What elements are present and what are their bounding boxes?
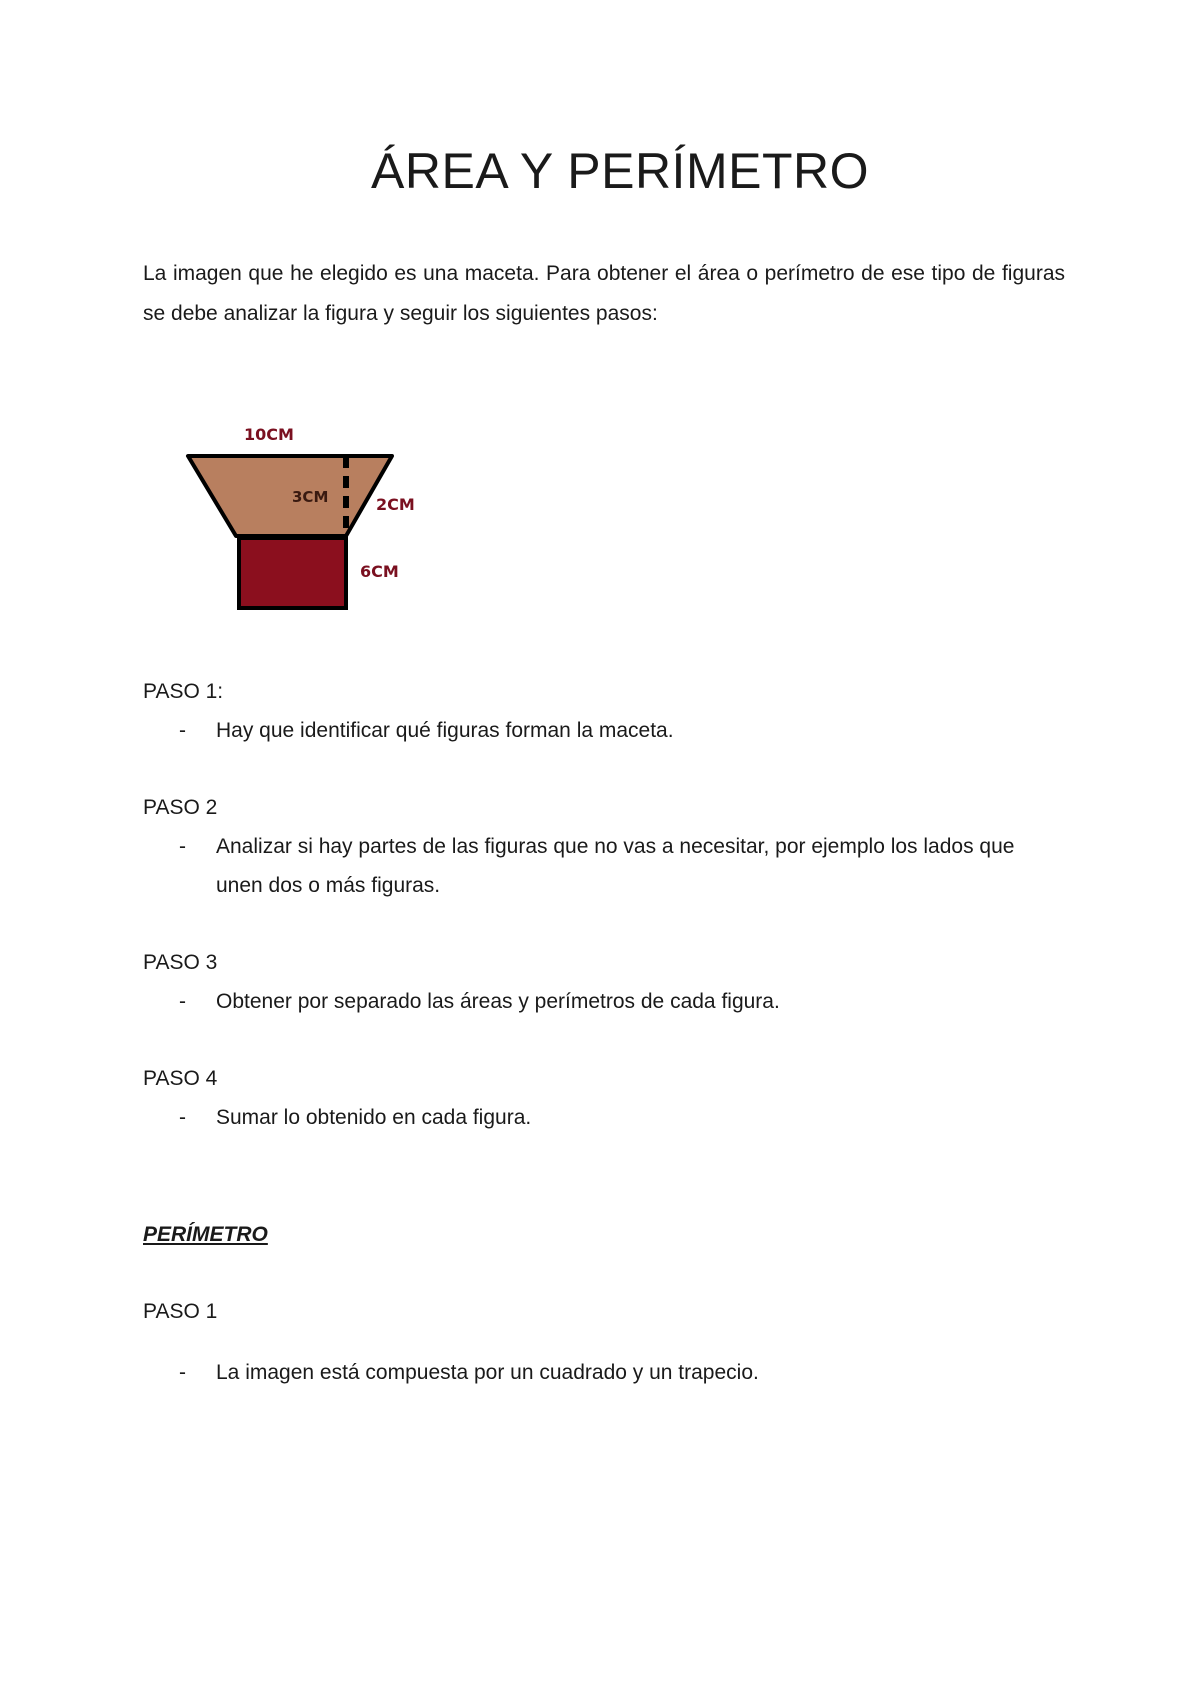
flowerpot-drawing [180, 410, 440, 620]
perimetro-step-1-text: La imagen está compuesta por un cuadrado y un trapecio. [216, 1361, 759, 1384]
label-top-width: 10CM [244, 425, 294, 444]
step-2-text: Analizar si hay partes de las figuras que no vas a necesitar, por ejemplo los lados que unen dos o más figuras. [216, 835, 1015, 897]
perimetro-step-1-heading: PASO 1 [143, 1300, 218, 1323]
flowerpot-figure [180, 410, 440, 620]
bullet-dash: - [179, 719, 186, 742]
step-3-heading: PASO 3 [143, 951, 218, 974]
trapezoid-shape [188, 456, 392, 536]
step-1-heading: PASO 1: [143, 680, 224, 703]
step-4-heading: PASO 4 [143, 1067, 218, 1090]
step-4-text: Sumar lo obtenido en cada figura. [216, 1106, 532, 1129]
bullet-dash: - [179, 1106, 186, 1129]
step-3-bullet [143, 982, 1043, 1021]
label-side: 2CM [376, 495, 415, 514]
perimetro-step-1-bullet [143, 1353, 1043, 1392]
step-3-text: Obtener por separado las áreas y perímetros de cada figura. [216, 990, 780, 1013]
bullet-dash: - [179, 1361, 186, 1384]
step-4-bullet [143, 1098, 1043, 1137]
bullet-dash: - [179, 990, 186, 1013]
step-1-bullet [143, 711, 1043, 750]
label-height: 3CM [292, 488, 329, 506]
step-1-text: Hay que identificar qué figuras forman la maceta. [216, 719, 674, 742]
document-title: ÁREA Y PERÍMETRO [371, 143, 869, 199]
bullet-dash: - [179, 835, 186, 858]
step-2-bullet [143, 827, 1023, 905]
square-shape [239, 538, 346, 608]
perimetro-heading: PERÍMETRO [143, 1223, 268, 1246]
step-2-heading: PASO 2 [143, 796, 218, 819]
intro-paragraph: La imagen que he elegido es una maceta. Para obtener el área o perímetro de ese tipo de figuras se debe analizar la figura y seguir los siguientes pasos: [143, 262, 1065, 325]
label-square-side: 6CM [360, 562, 399, 581]
